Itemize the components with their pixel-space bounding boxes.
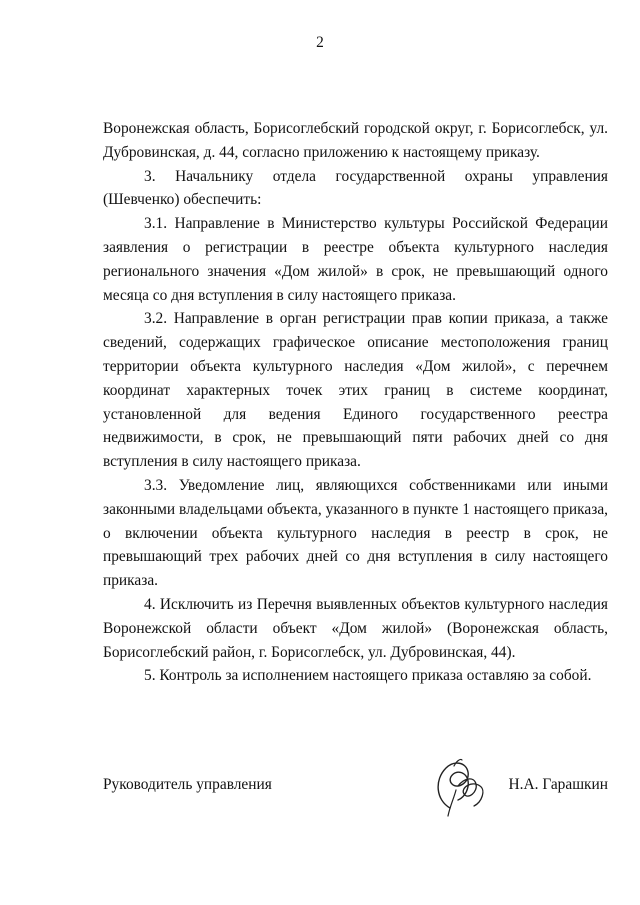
signature-block: [103, 772, 608, 832]
handwritten-signature-icon: [428, 756, 498, 820]
signer-name: Н.А. Гарашкин: [508, 776, 608, 793]
page-number: 2: [316, 34, 324, 51]
paragraph-item-5: 5. Контроль за исполнением настоящего приказа оставляю за собой.: [144, 667, 592, 685]
paragraph-item-4: 4. Исключить из Перечня выявленных объектов культурного наследия Воронежской области объект «Дом жилой» (Воронежская область, Борисоглебский район, г. Борисоглебск, ул. Дубровинская, 44).: [103, 595, 608, 661]
paragraph-item-3-2: 3.2. Направление в орган регистрации прав копии приказа, а также сведений, содержащих графическое описание местоположения границ территории объекта культурного наследия «Дом жилой», с перечнем координат характерных точек этих границ в системе координат, установленной для ведения Единого государственного реестра недвижимости, в срок, не превышающий пяти рабочих дней со дня вступления в силу настоящего приказа.: [103, 310, 608, 471]
paragraph-address-continuation: Воронежская область, Борисоглебский городской округ, г. Борисоглебск, ул. Дубровинская, д. 44, согласно приложению к настоящему приказу.: [103, 120, 608, 161]
paragraph-item-3-1: 3.1. Направление в Министерство культуры Российской Федерации заявления о регистрации в реестре объекта культурного наследия регионального значения «Дом жилой» в срок, не превышающий одного месяца со дня вступления в силу настоящего приказа.: [103, 215, 608, 304]
paragraph-item-3-3: 3.3. Уведомление лиц, являющихся собственниками или иными законными владельцами объекта, указанного в пункте 1 настоящего приказа, о включении объекта культурного наследия в реестр в срок, не превышающий трех рабочих дней со дня вступления в силу настоящего приказа.: [103, 476, 608, 590]
paragraph-item-3: 3. Начальнику отдела государственной охраны управления (Шевченко) обеспечить:: [103, 167, 608, 209]
signer-title: Руководитель управления: [103, 776, 272, 793]
document-body: [103, 117, 608, 688]
